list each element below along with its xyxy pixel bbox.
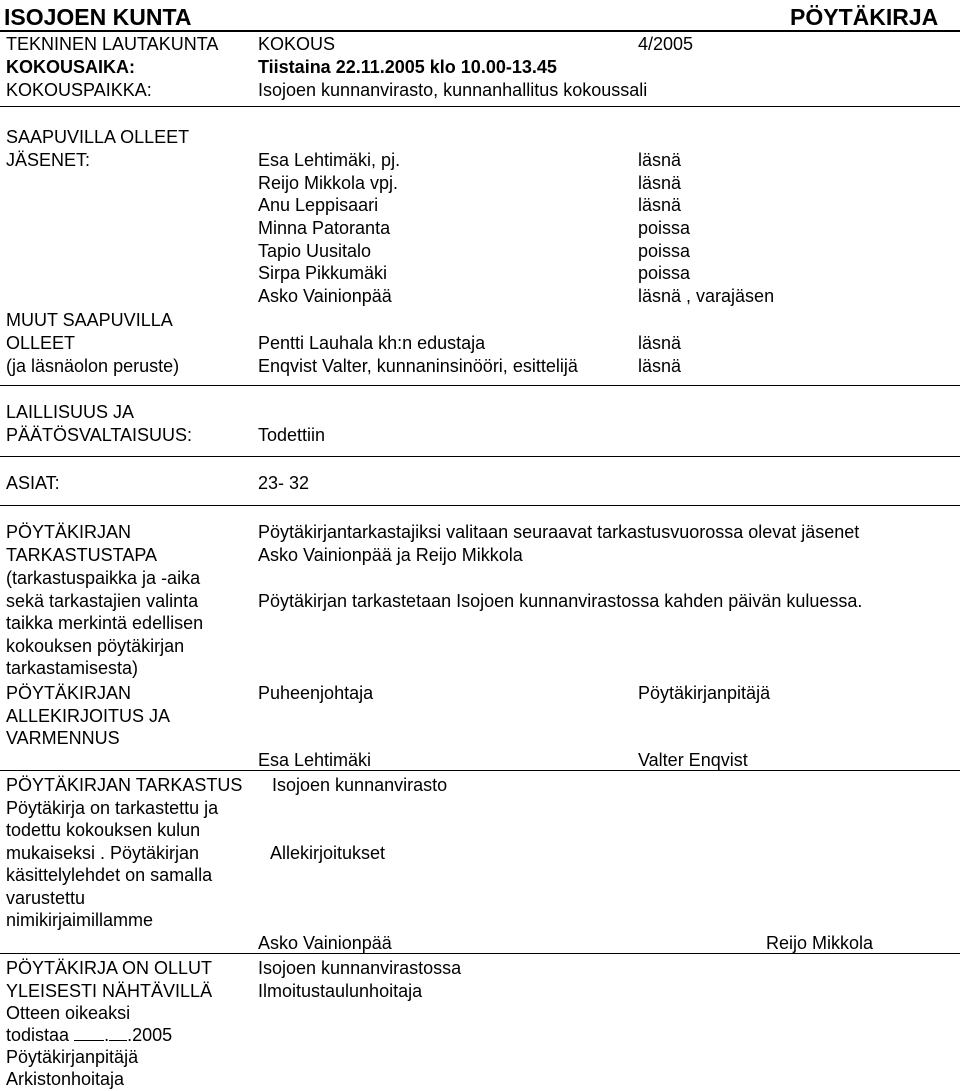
other-attendee-name: Pentti Lauhala kh:n edustaja bbox=[258, 333, 486, 353]
review-place: Isojoen kunnanvirasto bbox=[272, 775, 448, 795]
legality-value: Todettiin bbox=[258, 425, 326, 445]
extract-label: Otteen oikeaksi bbox=[6, 1003, 131, 1023]
day-blank bbox=[74, 1026, 104, 1041]
review-text: mukaiseksi . Pöytäkirjan bbox=[6, 843, 200, 863]
other-attendee-status: läsnä bbox=[638, 333, 682, 353]
review-method-label: TARKASTUSTAPA bbox=[6, 545, 158, 565]
legality-label: LAILLISUUS JA bbox=[6, 402, 135, 422]
review-text: Pöytäkirja on tarkastettu ja bbox=[6, 798, 219, 818]
signature-label: PÖYTÄKIRJAN bbox=[6, 683, 132, 703]
others-label-2: OLLEET bbox=[6, 333, 76, 353]
extract-date-line bbox=[6, 1024, 172, 1046]
municipality-name: ISOJOEN KUNTA bbox=[4, 4, 192, 30]
meeting-place-value: Isojoen kunnanvirasto, kunnanhallitus kokoussali bbox=[258, 80, 648, 100]
review-heading: PÖYTÄKIRJAN TARKASTUS bbox=[6, 775, 243, 795]
reviewer-name: Asko Vainionpää bbox=[258, 933, 392, 953]
review-method-label: (tarkastuspaikka ja -aika bbox=[6, 568, 201, 588]
review-text: varustettu bbox=[6, 888, 86, 908]
board-name: TEKNINEN LAUTAKUNTA bbox=[6, 34, 219, 54]
member-status: poissa bbox=[638, 218, 691, 238]
review-method-label: tarkastamisesta) bbox=[6, 658, 139, 678]
review-method-label: sekä tarkastajien valinta bbox=[6, 591, 199, 611]
section-divider bbox=[0, 770, 960, 771]
member-name: Reijo Mikkola vpj. bbox=[258, 173, 399, 193]
public-officer: Ilmoitustaulunhoitaja bbox=[258, 981, 423, 1001]
meeting-place-label: KOKOUSPAIKKA: bbox=[6, 80, 152, 100]
review-text: todettu kokouksen kulun bbox=[6, 820, 201, 840]
member-name: Minna Patoranta bbox=[258, 218, 391, 238]
section-divider bbox=[0, 106, 960, 107]
document-type: PÖYTÄKIRJA bbox=[790, 4, 939, 30]
review-method-label: taikka merkintä edellisen bbox=[6, 613, 204, 633]
meeting-time-label: KOKOUSAIKA: bbox=[6, 57, 135, 77]
section-divider bbox=[0, 505, 960, 506]
signature-label: ALLEKIRJOITUS JA bbox=[6, 706, 171, 726]
review-method-label: kokouksen pöytäkirjan bbox=[6, 636, 185, 656]
member-name: Sirpa Pikkumäki bbox=[258, 263, 388, 283]
member-name: Anu Leppisaari bbox=[258, 195, 379, 215]
extract-todistaa: todistaa bbox=[6, 1025, 70, 1045]
review-text: käsittelylehdet on samalla bbox=[6, 865, 213, 885]
meeting-label: KOKOUS bbox=[258, 34, 336, 54]
member-status: läsnä bbox=[638, 173, 682, 193]
signature-label: VARMENNUS bbox=[6, 728, 120, 748]
present-label: SAAPUVILLA OLLEET bbox=[6, 127, 190, 147]
public-label: PÖYTÄKIRJA ON OLLUT bbox=[6, 958, 213, 978]
meeting-time-value: Tiistaina 22.11.2005 klo 10.00-13.45 bbox=[258, 57, 557, 77]
member-name: Tapio Uusitalo bbox=[258, 241, 372, 261]
member-status: poissa bbox=[638, 241, 691, 261]
month-blank bbox=[109, 1026, 127, 1041]
member-status: läsnä , varajäsen bbox=[638, 286, 775, 306]
matters-value: 23- 32 bbox=[258, 473, 310, 493]
public-place: Isojoen kunnanvirastossa bbox=[258, 958, 462, 978]
member-status: läsnä bbox=[638, 150, 682, 170]
chair-name: Esa Lehtimäki bbox=[258, 750, 372, 770]
other-attendee-status: läsnä bbox=[638, 356, 682, 376]
others-label-3: (ja läsnäolon peruste) bbox=[6, 356, 180, 376]
secretary-name: Valter Enqvist bbox=[638, 750, 748, 770]
review-method-label: PÖYTÄKIRJAN bbox=[6, 522, 132, 542]
section-divider bbox=[0, 385, 960, 386]
review-method-text: Asko Vainionpää ja Reijo Mikkola bbox=[258, 545, 523, 565]
member-name: Asko Vainionpää bbox=[258, 286, 392, 306]
meeting-number: 4/2005 bbox=[638, 34, 694, 54]
reviewer-name: Reijo Mikkola bbox=[766, 933, 874, 953]
date-separator: . bbox=[104, 1025, 110, 1045]
extract-archivist: Arkistonhoitaja bbox=[6, 1069, 125, 1089]
other-attendee-name: Enqvist Valter, kunnaninsinööri, esittelijä bbox=[258, 356, 578, 376]
review-method-text: Pöytäkirjan tarkastetaan Isojoen kunnanvirastossa kahden päivän kuluessa. bbox=[258, 591, 863, 611]
member-status: läsnä bbox=[638, 195, 682, 215]
review-text: nimikirjaimillamme bbox=[6, 910, 154, 930]
public-label-2: YLEISESTI NÄHTÄVILLÄ bbox=[6, 981, 213, 1001]
present-label-2: JÄSENET: bbox=[6, 150, 91, 170]
member-status: poissa bbox=[638, 263, 691, 283]
others-label: MUUT SAAPUVILLA bbox=[6, 310, 173, 330]
matters-label: ASIAT: bbox=[6, 473, 60, 493]
extract-year: .2005 bbox=[127, 1025, 173, 1045]
review-method-text: Pöytäkirjantarkastajiksi valitaan seuraavat tarkastusvuorossa olevat jäsenet bbox=[258, 522, 860, 542]
chair-title: Puheenjohtaja bbox=[258, 683, 374, 703]
signatures-label: Allekirjoitukset bbox=[270, 843, 386, 863]
extract-secretary: Pöytäkirjanpitäjä bbox=[6, 1047, 139, 1067]
member-name: Esa Lehtimäki, pj. bbox=[258, 150, 401, 170]
section-divider bbox=[0, 456, 960, 457]
legality-label-2: PÄÄTÖSVALTAISUUS: bbox=[6, 425, 193, 445]
section-divider bbox=[0, 953, 960, 954]
secretary-title: Pöytäkirjanpitäjä bbox=[638, 683, 771, 703]
